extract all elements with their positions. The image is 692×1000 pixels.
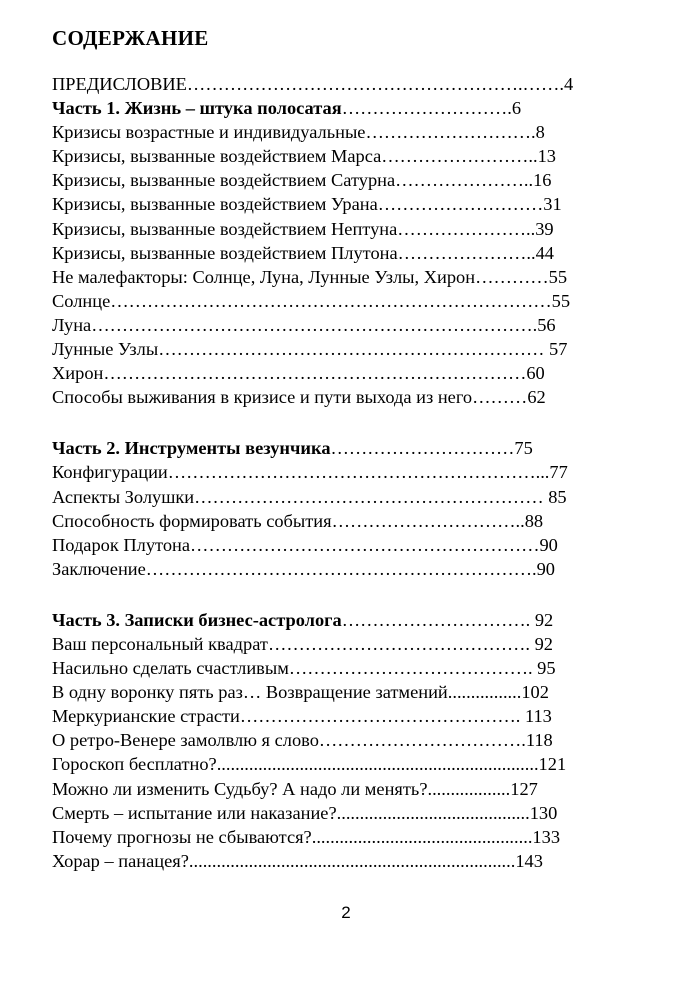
toc-entry-page: 133 — [532, 826, 561, 847]
toc-entry — [52, 96, 640, 120]
toc-entry-title: Солнце — [52, 290, 111, 311]
toc-entry-page: 95 — [537, 658, 556, 679]
toc-entry — [52, 849, 640, 873]
page-number: 2 — [341, 903, 351, 922]
contents-heading: СОДЕРЖАНИЕ — [52, 26, 209, 50]
toc-entry-title: Кризисы, вызванные воздействием Плутона — [52, 242, 398, 263]
toc-entry — [52, 168, 640, 192]
toc-entry-page: 118 — [525, 730, 553, 751]
toc-entry-page: 31 — [543, 194, 562, 215]
toc-entry-leader: ………………………. — [341, 98, 512, 119]
toc-entry-leader: ………… — [475, 266, 549, 287]
toc-entry — [52, 608, 640, 632]
toc-entry-leader: …………………….. — [381, 146, 538, 167]
toc-entry-leader: ………………………………………………… — [194, 486, 549, 507]
toc-entry-leader: .......................................... — [336, 802, 530, 823]
toc-entry — [52, 485, 640, 509]
toc-entry-page: 130 — [529, 802, 558, 823]
toc-entry-page: 90 — [536, 558, 555, 579]
toc-entry-title: Почему прогнозы не сбываются? — [52, 826, 312, 847]
toc-entry-leader: ……………………………. — [318, 730, 526, 751]
section-gap — [52, 581, 640, 608]
toc-entry-leader: ………………………………………………… — [190, 534, 540, 555]
toc-entry-title: Часть 3. Записки бизнес-астролога — [52, 609, 342, 630]
toc-entry-page: 55 — [548, 266, 568, 287]
toc-entry-page: 8 — [535, 122, 545, 143]
toc-entry — [52, 361, 640, 385]
toc-entry-page: 16 — [533, 170, 552, 191]
toc-entry-title: Ваш персональный квадрат — [52, 633, 268, 654]
toc-entry-leader: ……………………………………………………………… — [110, 290, 552, 311]
toc-entry — [52, 289, 640, 313]
toc-entry-leader: ………………………………………………………. — [145, 558, 537, 579]
toc-entry-page: 57 — [549, 339, 568, 360]
toc-entry-title: Луна — [52, 314, 92, 335]
toc-entry — [52, 704, 640, 728]
toc-entry-page: 90 — [539, 534, 558, 555]
toc-entry — [52, 728, 640, 752]
toc-entry-title: В одну воронку пять раз… Возвращение затмений — [52, 682, 448, 703]
toc-entry-leader: ………………………………………. — [239, 706, 525, 727]
toc-entry-leader: ……………………………………………………… — [158, 339, 550, 360]
toc-entry-title: Хорар – панацея? — [52, 850, 189, 871]
toc-entry-title: Способы выживания в кризисе и пути выхода из него — [52, 387, 473, 408]
toc-entry-page: 62 — [527, 387, 546, 408]
toc-entry-title: Аспекты Золушки — [52, 486, 195, 507]
toc-entry-page: 121 — [538, 754, 567, 775]
toc-entry-title: Кризисы, вызванные воздействием Марса — [52, 146, 382, 167]
toc-entry-title: Кризисы, вызванные воздействием Нептуна — [52, 218, 398, 239]
toc-entry-page: 44 — [535, 242, 554, 263]
toc-entry-title: Часть 1. Жизнь – штука полосатая — [52, 98, 342, 119]
toc-entry — [52, 509, 640, 533]
toc-entry-title: Хирон — [52, 363, 104, 384]
toc-entry-leader: ....................................................................... — [188, 850, 516, 871]
toc-entry-title: Гороскоп бесплатно? — [52, 754, 217, 775]
toc-entry — [52, 265, 640, 289]
toc-entry-leader: .................. — [427, 778, 511, 799]
toc-entry — [52, 385, 640, 409]
toc-entry-page: 4 — [563, 74, 574, 94]
toc-entry-page: 92 — [534, 633, 553, 654]
toc-entry-leader: …………………………. — [341, 609, 535, 630]
toc-entry-leader: ………………………….. — [331, 510, 525, 531]
toc-entry-title: Кризисы, вызванные воздействием Урана — [52, 194, 378, 215]
toc-entry-title: Подарок Плутона — [52, 534, 191, 555]
toc-entry-leader: …………………………………………………………… — [103, 363, 527, 384]
toc-entry — [52, 656, 640, 680]
toc-entry-page: 88 — [524, 510, 544, 531]
toc-entry — [52, 825, 640, 849]
toc-entry-page: 143 — [515, 850, 543, 871]
toc-entry — [52, 72, 640, 96]
toc-entry — [52, 120, 640, 144]
section-gap — [52, 409, 640, 436]
toc-entry-leader: ………………….. — [395, 170, 534, 191]
toc-entry — [52, 241, 640, 265]
toc-entry-page: 113 — [524, 706, 552, 727]
toc-entry-leader: ……… — [472, 387, 528, 408]
toc-entry-title: Смерть – испытание или наказание? — [52, 802, 337, 823]
toc-entry-title: Насильно сделать счастливым — [52, 658, 289, 679]
toc-entry — [52, 533, 640, 557]
toc-entry-page: 85 — [548, 486, 567, 507]
toc-entry-page: 75 — [514, 438, 533, 459]
toc-entry — [52, 801, 640, 825]
toc-entry-leader: ……………………… — [377, 194, 544, 215]
toc-entry — [52, 557, 640, 581]
toc-entry-title: Способность формировать события — [52, 510, 332, 531]
toc-entry-page: 39 — [535, 218, 554, 239]
toc-entry-leader: ………………….. — [397, 242, 536, 263]
toc-entry — [52, 436, 640, 460]
toc-entry — [52, 752, 640, 776]
toc-entry-page: 56 — [537, 314, 556, 335]
toc-entry-title: Конфигурации — [52, 462, 168, 483]
toc-entry-title: Лунные Узлы — [52, 339, 159, 360]
toc-entry-page: 127 — [510, 778, 538, 799]
toc-entry-page: 6 — [511, 98, 522, 119]
toc-entry-title: Кризисы возрастные и индивидуальные — [52, 122, 366, 143]
toc-entry-leader: ................................................ — [311, 826, 533, 847]
toc-entry-leader: ………………….. — [397, 218, 536, 239]
toc-entry-title: Часть 2. Инструменты везунчика — [52, 438, 331, 459]
toc-entry — [52, 217, 640, 241]
toc-entry-title: Меркурианские страсти — [52, 706, 240, 727]
table-of-contents — [52, 72, 640, 873]
toc-entry-leader: ………………………………………………………………. — [91, 314, 538, 335]
toc-entry-title: Кризисы, вызванные воздействием Сатурна — [52, 170, 396, 191]
toc-entry-leader: ……………………………………………………... — [167, 462, 550, 483]
toc-entry-leader: ………………………… — [330, 438, 515, 459]
toc-entry — [52, 144, 640, 168]
toc-entry-page: 60 — [526, 363, 545, 384]
toc-entry — [52, 680, 640, 704]
toc-entry — [52, 192, 640, 216]
toc-entry-page: 55 — [551, 290, 571, 311]
toc-entry-leader: ………………………. — [365, 122, 536, 143]
toc-entry — [52, 632, 640, 656]
toc-entry-title: Заключение — [52, 558, 146, 579]
toc-entry — [52, 313, 640, 337]
toc-entry-page: 77 — [549, 462, 568, 483]
toc-entry-title: Не малефакторы: Солнце, Луна, Лунные Узлы, Хирон — [52, 266, 476, 287]
toc-entry-page: 102 — [521, 682, 549, 703]
toc-entry-leader: ……………………………………………….……. — [186, 74, 564, 94]
toc-entry-page: 13 — [537, 146, 556, 167]
toc-entry — [52, 460, 640, 484]
toc-entry-leader: ................ — [447, 682, 522, 703]
toc-entry-leader: ……………………………………. — [267, 633, 535, 654]
toc-entry-title: О ретро-Венере замолвлю я слово — [52, 730, 319, 751]
toc-entry-title: ПРЕДИСЛОВИЕ — [52, 74, 187, 94]
toc-entry-leader: …………………………………. — [288, 658, 538, 679]
toc-entry — [52, 337, 640, 361]
toc-entry-title: Можно ли изменить Судьбу? А надо ли менять? — [52, 778, 428, 799]
toc-entry-leader: ...................................................................... — [216, 754, 539, 775]
toc-entry-page: 92 — [534, 609, 554, 630]
toc-entry — [52, 777, 640, 801]
